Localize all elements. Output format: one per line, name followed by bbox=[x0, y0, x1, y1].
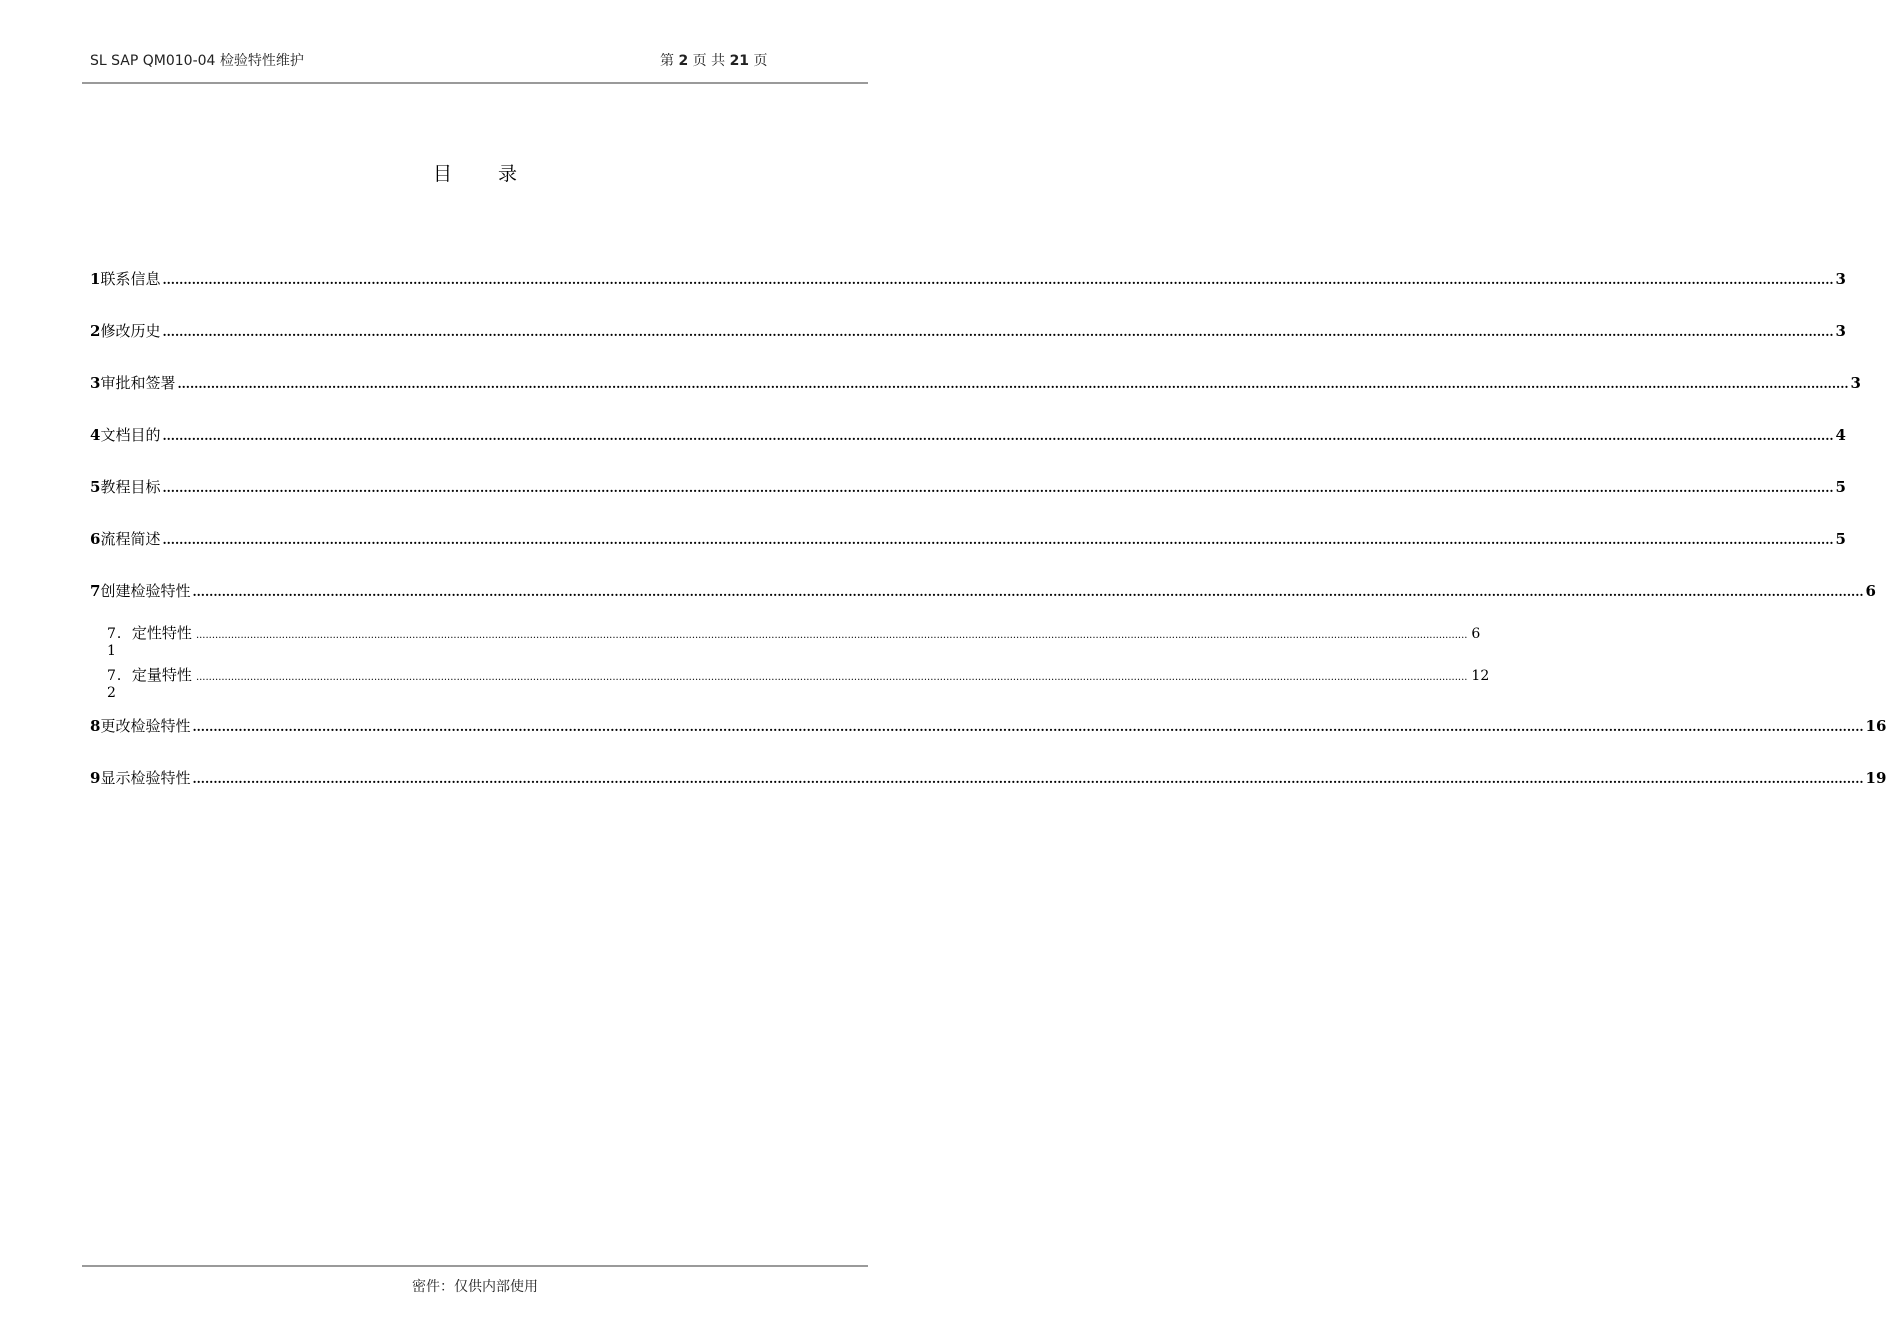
toc-entry-page: 19 bbox=[1865, 769, 1886, 787]
toc-leader: ................................................................................................................................................................................................................................................................................................................................................................................................................ bbox=[162, 325, 1834, 339]
toc-entry-number: 2 bbox=[90, 322, 101, 340]
toc-subentry[interactable] bbox=[107, 664, 1490, 701]
page-suffix: 页 bbox=[753, 53, 768, 69]
toc-entry-number: 8 bbox=[90, 717, 101, 735]
toc-leader: ................................................................................................................................................................................................................................................................................................................................................................................................................ bbox=[177, 377, 1849, 391]
document-id: SL SAP QM010-04 检验特性维护 bbox=[90, 53, 304, 69]
toc-entry-number: 1 bbox=[90, 270, 101, 288]
toc-entry-label: 审批和签署 bbox=[100, 374, 176, 392]
toc-entry[interactable] bbox=[90, 715, 1886, 737]
toc-leader: ................................................................................................................................................................................................................................................................................................................................................................................................................ bbox=[192, 585, 1864, 599]
toc-entry-number: 4 bbox=[90, 426, 101, 444]
toc-entry-number: 9 bbox=[90, 769, 101, 787]
toc-entry-label: 定性特性 bbox=[131, 624, 192, 642]
toc-entry-number: 5 bbox=[90, 478, 101, 496]
toc-entry-number: 7 bbox=[90, 582, 101, 600]
toc-entry-page: 6 bbox=[1865, 582, 1876, 600]
toc-entry[interactable] bbox=[90, 320, 1846, 342]
toc-entry-label: 修改历史 bbox=[100, 322, 161, 340]
toc-entry-label: 联系信息 bbox=[100, 270, 161, 288]
toc-entry-number: 3 bbox=[90, 374, 101, 392]
toc-entry-page: 6 bbox=[1471, 626, 1481, 642]
toc-leader: ................................................................................................................................................................................................................................................................................................................................................................................................................ bbox=[192, 720, 1864, 734]
toc-title: 目录 bbox=[432, 163, 563, 185]
toc-entry-page: 5 bbox=[1835, 478, 1846, 496]
toc-entry-page: 12 bbox=[1471, 668, 1490, 684]
toc-entry-label: 更改检验特性 bbox=[100, 717, 191, 735]
toc-leader: ................................................................................................................................................................................................................................................................................................................................................................................................................ bbox=[195, 672, 1468, 683]
toc-entry[interactable] bbox=[90, 424, 1846, 446]
page-total: 21 bbox=[729, 53, 750, 69]
toc-entry-page: 3 bbox=[1835, 322, 1846, 340]
page-prefix: 第 bbox=[660, 53, 674, 69]
toc-entry-page: 16 bbox=[1865, 717, 1886, 735]
toc-leader: ................................................................................................................................................................................................................................................................................................................................................................................................................ bbox=[162, 273, 1834, 287]
toc-leader: ................................................................................................................................................................................................................................................................................................................................................................................................................ bbox=[195, 630, 1468, 641]
toc-entry-number: 7．1 bbox=[107, 626, 132, 659]
toc-leader: ................................................................................................................................................................................................................................................................................................................................................................................................................ bbox=[162, 481, 1834, 495]
toc-entry-number: 7．2 bbox=[107, 668, 132, 701]
toc-entry[interactable] bbox=[90, 767, 1886, 789]
toc-entry-label: 教程目标 bbox=[100, 478, 161, 496]
page-mid: 页 共 bbox=[692, 53, 726, 69]
toc-entry-number: 6 bbox=[90, 530, 101, 548]
toc-subentry[interactable] bbox=[107, 622, 1481, 659]
toc-entry-label: 创建检验特性 bbox=[100, 582, 191, 600]
toc-entry-label: 定量特性 bbox=[131, 666, 192, 684]
toc-entry[interactable] bbox=[90, 372, 1861, 394]
toc-entry-page: 4 bbox=[1835, 426, 1846, 444]
toc-entry[interactable] bbox=[90, 268, 1846, 290]
toc-entry-page: 3 bbox=[1850, 374, 1861, 392]
toc-leader: ................................................................................................................................................................................................................................................................................................................................................................................................................ bbox=[162, 429, 1834, 443]
toc-entry-label: 显示检验特性 bbox=[100, 769, 191, 787]
toc-entry[interactable] bbox=[90, 528, 1846, 550]
toc-entry[interactable] bbox=[90, 476, 1846, 498]
toc-leader: ................................................................................................................................................................................................................................................................................................................................................................................................................ bbox=[192, 772, 1864, 786]
toc-entry[interactable] bbox=[90, 580, 1876, 602]
toc-leader: ................................................................................................................................................................................................................................................................................................................................................................................................................ bbox=[162, 533, 1834, 547]
toc-entry-page: 3 bbox=[1835, 270, 1846, 288]
toc-entry-page: 5 bbox=[1835, 530, 1846, 548]
page-current: 2 bbox=[678, 53, 689, 69]
footer-divider bbox=[82, 1265, 868, 1267]
toc-entry-label: 流程简述 bbox=[100, 530, 161, 548]
toc-entry-label: 文档目的 bbox=[100, 426, 161, 444]
confidentiality-footer: 密件：仅供内部使用 bbox=[412, 1279, 538, 1295]
